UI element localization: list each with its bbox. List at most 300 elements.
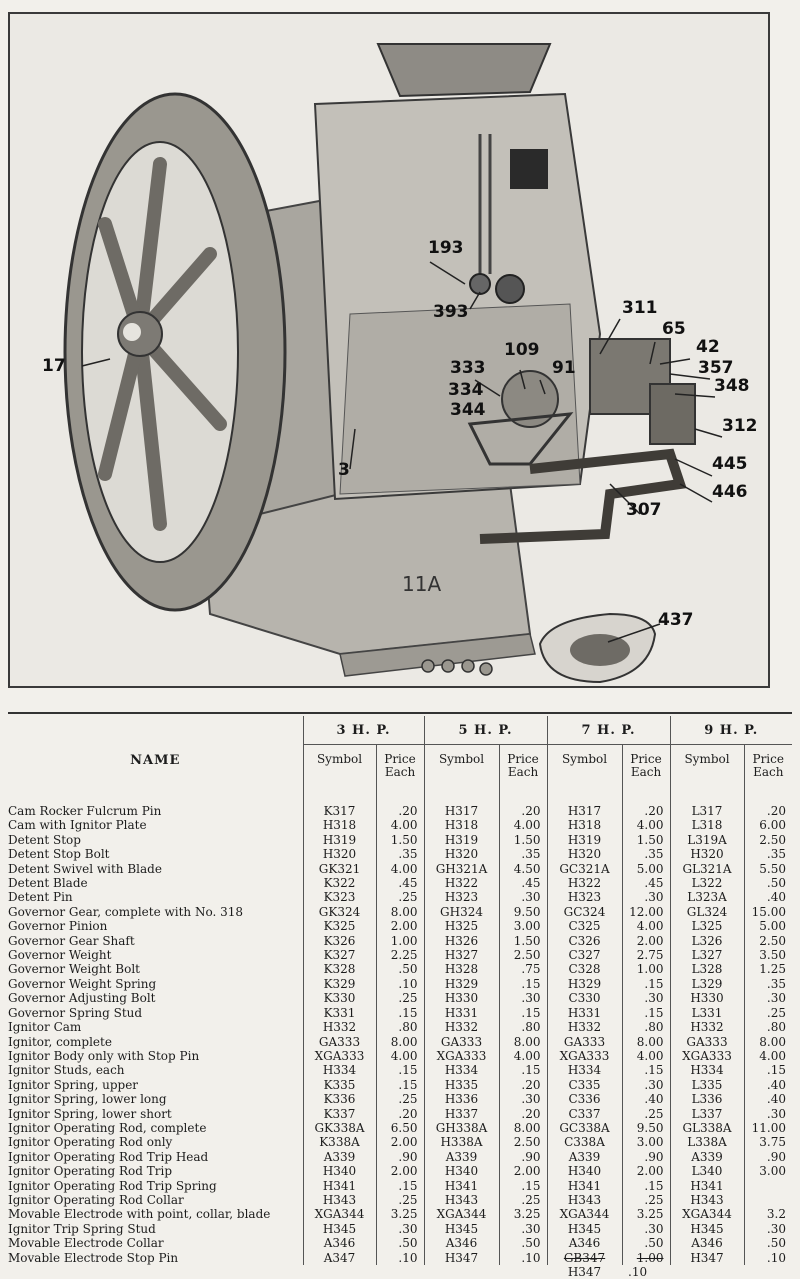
part-symbol: H347 — [424, 1251, 499, 1265]
part-symbol: H338A — [424, 1135, 499, 1149]
engine-model-label: 11A — [402, 572, 442, 596]
part-price: .35 — [499, 847, 547, 861]
part-price: 3.50 — [744, 948, 792, 962]
part-name: Governor Weight Bolt — [8, 962, 140, 977]
part-symbol: XGA333 — [303, 1049, 376, 1063]
part-name: Cam Rocker Fulcrum Pin — [8, 804, 162, 818]
part-symbol: H345 — [303, 1222, 376, 1236]
part-price: .30 — [622, 890, 670, 904]
part-price: 8.00 — [622, 1035, 670, 1049]
part-price: 9.50 — [499, 905, 547, 919]
part-symbol: GK324 — [303, 905, 376, 919]
part-symbol: GB347 — [547, 1251, 622, 1265]
table-row — [8, 1006, 792, 1020]
part-price: 3.2 — [744, 1207, 792, 1221]
part-symbol: GH338A — [424, 1121, 499, 1135]
part-symbol: L326 — [670, 934, 744, 948]
correction-price: .10 — [628, 1265, 648, 1279]
part-symbol: L323A — [670, 890, 744, 904]
part-name: Ignitor Operating Rod Trip — [8, 1164, 172, 1179]
part-price: .30 — [622, 1078, 670, 1092]
part-price: 3.25 — [499, 1207, 547, 1221]
part-name: Movable Electrode Collar — [8, 1236, 164, 1251]
part-name: Movable Electrode Stop Pin — [8, 1250, 179, 1265]
part-price: 2.25 — [376, 948, 424, 962]
callout-42: 42 — [696, 337, 720, 357]
part-price: 4.00 — [744, 1049, 792, 1063]
part-symbol: H322 — [547, 876, 622, 890]
table-row — [8, 1207, 792, 1221]
part-name: Ignitor, complete — [8, 1034, 112, 1049]
part-price: .15 — [622, 977, 670, 991]
part-price: 2.00 — [376, 1164, 424, 1178]
part-symbol: GH321A — [424, 862, 499, 876]
part-price: 1.00 — [376, 934, 424, 948]
part-symbol: A347 — [303, 1251, 376, 1265]
part-symbol: L337 — [670, 1107, 744, 1121]
callout-311: 311 — [622, 298, 658, 318]
part-symbol: GC338A — [547, 1121, 622, 1135]
part-price: .45 — [499, 876, 547, 890]
part-price: 3.75 — [744, 1135, 792, 1149]
part-price: 4.00 — [499, 818, 547, 832]
part-price: .20 — [499, 804, 547, 818]
part-price: 4.00 — [622, 919, 670, 933]
part-symbol: L322 — [670, 876, 744, 890]
table-row — [8, 1251, 792, 1265]
part-price: 2.50 — [499, 948, 547, 962]
part-price: .15 — [622, 1006, 670, 1020]
part-price: .80 — [376, 1020, 424, 1034]
part-symbol: H341 — [670, 1179, 744, 1193]
part-name: Ignitor Cam — [8, 1020, 82, 1035]
group-header-5hp: 5 H. P. — [424, 716, 547, 745]
group-header-7hp: 7 H. P. — [547, 716, 670, 745]
part-symbol: H319 — [424, 833, 499, 847]
part-symbol: H341 — [303, 1179, 376, 1193]
part-price: .15 — [499, 977, 547, 991]
part-name: Detent Stop Bolt — [8, 847, 110, 862]
part-price: .35 — [376, 847, 424, 861]
part-price: 6.50 — [376, 1121, 424, 1135]
part-price: .15 — [499, 1063, 547, 1077]
part-symbol: GC324 — [547, 905, 622, 919]
part-symbol: H331 — [424, 1006, 499, 1020]
column-header-symbol: Symbol — [547, 745, 622, 805]
callout-393: 393 — [433, 302, 469, 322]
callout-357: 357 — [698, 358, 734, 378]
table-row — [8, 1164, 792, 1178]
part-price: 1.50 — [499, 934, 547, 948]
part-symbol: H320 — [303, 847, 376, 861]
part-name: Governor Weight — [8, 948, 112, 963]
part-symbol: L317 — [670, 804, 744, 818]
part-symbol: H343 — [670, 1193, 744, 1207]
part-price: .15 — [499, 1006, 547, 1020]
callout-445: 445 — [712, 454, 748, 474]
part-price: 3.25 — [622, 1207, 670, 1221]
callout-334: 334 — [448, 380, 484, 400]
part-symbol: H331 — [547, 1006, 622, 1020]
part-price: .90 — [499, 1150, 547, 1164]
part-symbol: GH324 — [424, 905, 499, 919]
part-symbol: L325 — [670, 919, 744, 933]
part-price: .15 — [744, 1063, 792, 1077]
part-symbol: GA333 — [670, 1035, 744, 1049]
table-row — [8, 847, 792, 861]
empty-cell — [499, 1265, 547, 1279]
part-symbol: GL321A — [670, 862, 744, 876]
part-price: 1.50 — [622, 833, 670, 847]
part-symbol: L340 — [670, 1164, 744, 1178]
part-price: .20 — [499, 1078, 547, 1092]
part-symbol: C330 — [547, 991, 622, 1005]
part-symbol: L327 — [670, 948, 744, 962]
empty-cell — [670, 1265, 744, 1279]
empty-cell — [303, 1265, 376, 1279]
empty-cell — [424, 1265, 499, 1279]
part-price: 1.25 — [744, 962, 792, 976]
part-price: .80 — [744, 1020, 792, 1034]
part-symbol: H343 — [424, 1193, 499, 1207]
part-symbol: H340 — [424, 1164, 499, 1178]
part-symbol: XGA333 — [670, 1049, 744, 1063]
table-row — [8, 1035, 792, 1049]
part-name: Ignitor Spring, upper — [8, 1077, 139, 1092]
part-symbol: H340 — [547, 1164, 622, 1178]
part-price: 1.00 — [622, 962, 670, 976]
part-price: .20 — [376, 804, 424, 818]
part-symbol: H332 — [670, 1020, 744, 1034]
group-header-3hp: 3 H. P. — [303, 716, 424, 745]
part-symbol: H320 — [547, 847, 622, 861]
part-price: .80 — [622, 1020, 670, 1034]
part-price: .25 — [622, 1193, 670, 1207]
part-symbol: A339 — [303, 1150, 376, 1164]
part-symbol: H347 — [670, 1251, 744, 1265]
part-price: .25 — [376, 991, 424, 1005]
part-symbol: L338A — [670, 1135, 744, 1149]
part-price: .80 — [499, 1020, 547, 1034]
table-row — [8, 1236, 792, 1250]
part-symbol: H323 — [424, 890, 499, 904]
part-symbol: GL338A — [670, 1121, 744, 1135]
empty-cell — [8, 1265, 303, 1279]
part-symbol: K335 — [303, 1078, 376, 1092]
part-symbol: XGA344 — [303, 1207, 376, 1221]
part-price: .40 — [622, 1092, 670, 1106]
part-price: .40 — [744, 1092, 792, 1106]
part-price: 2.00 — [499, 1164, 547, 1178]
column-header-symbol: Symbol — [424, 745, 499, 805]
callout-91: 91 — [552, 358, 576, 378]
part-name: Ignitor Operating Rod Collar — [8, 1192, 184, 1207]
part-name: Ignitor Operating Rod Trip Spring — [8, 1178, 217, 1193]
part-symbol: H340 — [303, 1164, 376, 1178]
table-row — [8, 919, 792, 933]
table-row — [8, 890, 792, 904]
part-price: .30 — [499, 991, 547, 1005]
part-symbol: K327 — [303, 948, 376, 962]
part-symbol: H323 — [547, 890, 622, 904]
part-price: .15 — [376, 1078, 424, 1092]
part-symbol: H326 — [424, 934, 499, 948]
engine-photo — [8, 12, 770, 688]
column-header-symbol: Symbol — [303, 745, 376, 805]
table-row — [8, 1193, 792, 1207]
part-symbol: H341 — [424, 1179, 499, 1193]
part-symbol: GK338A — [303, 1121, 376, 1135]
part-symbol: H327 — [424, 948, 499, 962]
part-name: Governor Weight Spring — [8, 976, 157, 991]
table-row — [8, 1121, 792, 1135]
empty-cell — [744, 1265, 792, 1279]
part-price: 3.00 — [744, 1164, 792, 1178]
part-symbol: K329 — [303, 977, 376, 991]
part-symbol: A346 — [670, 1236, 744, 1250]
part-symbol: C337 — [547, 1107, 622, 1121]
callout-109: 109 — [504, 340, 540, 360]
part-symbol: H334 — [547, 1063, 622, 1077]
part-name: Governor Adjusting Bolt — [8, 991, 156, 1006]
part-symbol: H317 — [547, 804, 622, 818]
part-price: 2.50 — [744, 833, 792, 847]
part-symbol: GA333 — [547, 1035, 622, 1049]
empty-cell — [376, 1265, 424, 1279]
part-symbol: A346 — [303, 1236, 376, 1250]
part-symbol: H345 — [424, 1222, 499, 1236]
part-symbol: H318 — [547, 818, 622, 832]
part-price: 3.00 — [499, 919, 547, 933]
part-symbol: K338A — [303, 1135, 376, 1149]
part-name: Governor Spring Stud — [8, 1005, 143, 1020]
part-price: 2.50 — [744, 934, 792, 948]
part-symbol: L328 — [670, 962, 744, 976]
part-price: 4.00 — [376, 862, 424, 876]
part-name: Detent Swivel with Blade — [8, 861, 162, 876]
part-symbol: GA333 — [303, 1035, 376, 1049]
callout-3: 3 — [338, 460, 350, 480]
part-symbol: K322 — [303, 876, 376, 890]
part-price: .30 — [499, 1092, 547, 1106]
table-row — [8, 862, 792, 876]
part-price: .50 — [376, 1236, 424, 1250]
part-symbol: K337 — [303, 1107, 376, 1121]
part-symbol: H332 — [424, 1020, 499, 1034]
correction-symbol: H347 — [567, 1265, 602, 1279]
part-name: Governor Pinion — [8, 919, 108, 934]
correction-row — [8, 1265, 792, 1279]
table-row — [8, 1049, 792, 1063]
table-row — [8, 833, 792, 847]
part-symbol: L329 — [670, 977, 744, 991]
part-price: 9.50 — [622, 1121, 670, 1135]
part-price: 4.00 — [499, 1049, 547, 1063]
part-symbol: H337 — [424, 1107, 499, 1121]
part-symbol: GK321 — [303, 862, 376, 876]
part-price: .90 — [744, 1150, 792, 1164]
part-price: .15 — [622, 1179, 670, 1193]
part-price: .20 — [499, 1107, 547, 1121]
part-name: Ignitor Operating Rod, complete — [8, 1120, 207, 1135]
column-header-price: Price Each — [622, 745, 670, 805]
part-symbol: H332 — [303, 1020, 376, 1034]
part-symbol: A346 — [547, 1236, 622, 1250]
part-price: 3.25 — [376, 1207, 424, 1221]
part-symbol: H319 — [547, 833, 622, 847]
part-symbol: K325 — [303, 919, 376, 933]
part-name: Ignitor Trip Spring Stud — [8, 1221, 156, 1236]
part-symbol: L331 — [670, 1006, 744, 1020]
part-symbol: XGA333 — [547, 1049, 622, 1063]
engine-illustration — [10, 14, 768, 686]
part-price: 5.00 — [744, 919, 792, 933]
table-row — [8, 1092, 792, 1106]
part-symbol: H341 — [547, 1179, 622, 1193]
part-price: .30 — [499, 890, 547, 904]
part-price — [744, 1193, 792, 1207]
part-price — [744, 1179, 792, 1193]
part-price: 8.00 — [376, 1035, 424, 1049]
part-symbol: H320 — [670, 847, 744, 861]
part-price: 1.50 — [499, 833, 547, 847]
part-symbol: GL324 — [670, 905, 744, 919]
part-price: 4.00 — [376, 818, 424, 832]
part-symbol: L335 — [670, 1078, 744, 1092]
part-price: 8.00 — [499, 1035, 547, 1049]
part-price: 4.00 — [376, 1049, 424, 1063]
part-symbol: H345 — [547, 1222, 622, 1236]
part-symbol: XGA344 — [424, 1207, 499, 1221]
part-price: 1.00 — [622, 1251, 670, 1265]
part-price: .35 — [744, 977, 792, 991]
part-price: .90 — [376, 1150, 424, 1164]
callout-312: 312 — [722, 416, 758, 436]
part-price: 8.00 — [376, 905, 424, 919]
table-row — [8, 1150, 792, 1164]
table-row — [8, 1078, 792, 1092]
part-symbol: H329 — [424, 977, 499, 991]
part-symbol: K336 — [303, 1092, 376, 1106]
part-price: .20 — [622, 804, 670, 818]
part-price: .50 — [744, 1236, 792, 1250]
table-row — [8, 948, 792, 962]
part-symbol: H325 — [424, 919, 499, 933]
table-row — [8, 977, 792, 991]
part-name: Governor Gear Shaft — [8, 933, 135, 948]
part-symbol: K328 — [303, 962, 376, 976]
callout-193: 193 — [428, 238, 464, 258]
part-symbol: K317 — [303, 804, 376, 818]
part-symbol: L336 — [670, 1092, 744, 1106]
part-price: 6.00 — [744, 818, 792, 832]
part-symbol: K323 — [303, 890, 376, 904]
part-name: Governor Gear, complete with No. 318 — [8, 904, 244, 919]
part-symbol: A339 — [424, 1150, 499, 1164]
part-price: .40 — [744, 890, 792, 904]
part-symbol: A346 — [424, 1236, 499, 1250]
part-symbol: XGA344 — [670, 1207, 744, 1221]
part-symbol: H319 — [303, 833, 376, 847]
part-symbol: H335 — [424, 1078, 499, 1092]
callout-17: 17 — [42, 356, 66, 376]
part-symbol: H318 — [303, 818, 376, 832]
part-price: 8.00 — [499, 1121, 547, 1135]
part-symbol: K330 — [303, 991, 376, 1005]
part-symbol: XGA333 — [424, 1049, 499, 1063]
part-symbol: H334 — [303, 1063, 376, 1077]
callout-446: 446 — [712, 482, 748, 502]
part-price: 12.00 — [622, 905, 670, 919]
part-symbol: C327 — [547, 948, 622, 962]
part-price: .50 — [622, 1236, 670, 1250]
callout-344: 344 — [450, 400, 486, 420]
part-price: .75 — [499, 962, 547, 976]
table-row — [8, 934, 792, 948]
part-symbol: C338A — [547, 1135, 622, 1149]
table-row — [8, 804, 792, 818]
part-price: .15 — [499, 1179, 547, 1193]
callout-333: 333 — [450, 358, 486, 378]
column-header-price: Price Each — [744, 745, 792, 805]
part-price: .35 — [744, 847, 792, 861]
part-price: .25 — [376, 1092, 424, 1106]
part-symbol: H329 — [547, 977, 622, 991]
part-symbol: H328 — [424, 962, 499, 976]
part-symbol: H320 — [424, 847, 499, 861]
column-header-price: Price Each — [376, 745, 424, 805]
part-symbol: C336 — [547, 1092, 622, 1106]
part-price: .25 — [744, 1006, 792, 1020]
part-symbol: L318 — [670, 818, 744, 832]
column-header-name: NAME — [130, 752, 181, 768]
part-price: .45 — [622, 876, 670, 890]
part-price: .50 — [499, 1236, 547, 1250]
part-symbol: H318 — [424, 818, 499, 832]
part-price: .30 — [744, 1107, 792, 1121]
part-name: Ignitor Operating Rod Trip Head — [8, 1149, 209, 1164]
parts-table-body — [8, 804, 792, 1279]
part-symbol: H336 — [424, 1092, 499, 1106]
part-symbol: C325 — [547, 919, 622, 933]
part-symbol: H330 — [424, 991, 499, 1005]
parts-price-table — [8, 716, 792, 1279]
callout-348: 348 — [714, 376, 750, 396]
callout-307: 307 — [626, 500, 662, 520]
table-row — [8, 991, 792, 1005]
table-top-rule — [8, 712, 792, 714]
part-symbol: H317 — [424, 804, 499, 818]
part-price: 2.00 — [622, 934, 670, 948]
part-price: 4.50 — [499, 862, 547, 876]
part-symbol: H332 — [547, 1020, 622, 1034]
part-price: .25 — [376, 1193, 424, 1207]
part-symbol: H345 — [670, 1222, 744, 1236]
part-price: 2.00 — [622, 1164, 670, 1178]
part-price: 5.00 — [622, 862, 670, 876]
part-price: 4.00 — [622, 818, 670, 832]
part-name: Detent Pin — [8, 890, 73, 905]
part-price: .10 — [744, 1251, 792, 1265]
part-name: Ignitor Studs, each — [8, 1063, 125, 1078]
part-symbol: C335 — [547, 1078, 622, 1092]
callout-65: 65 — [662, 319, 686, 339]
part-price: .30 — [744, 1222, 792, 1236]
part-symbol: K331 — [303, 1006, 376, 1020]
part-price: 15.00 — [744, 905, 792, 919]
part-price: .25 — [622, 1107, 670, 1121]
table-row — [8, 905, 792, 919]
